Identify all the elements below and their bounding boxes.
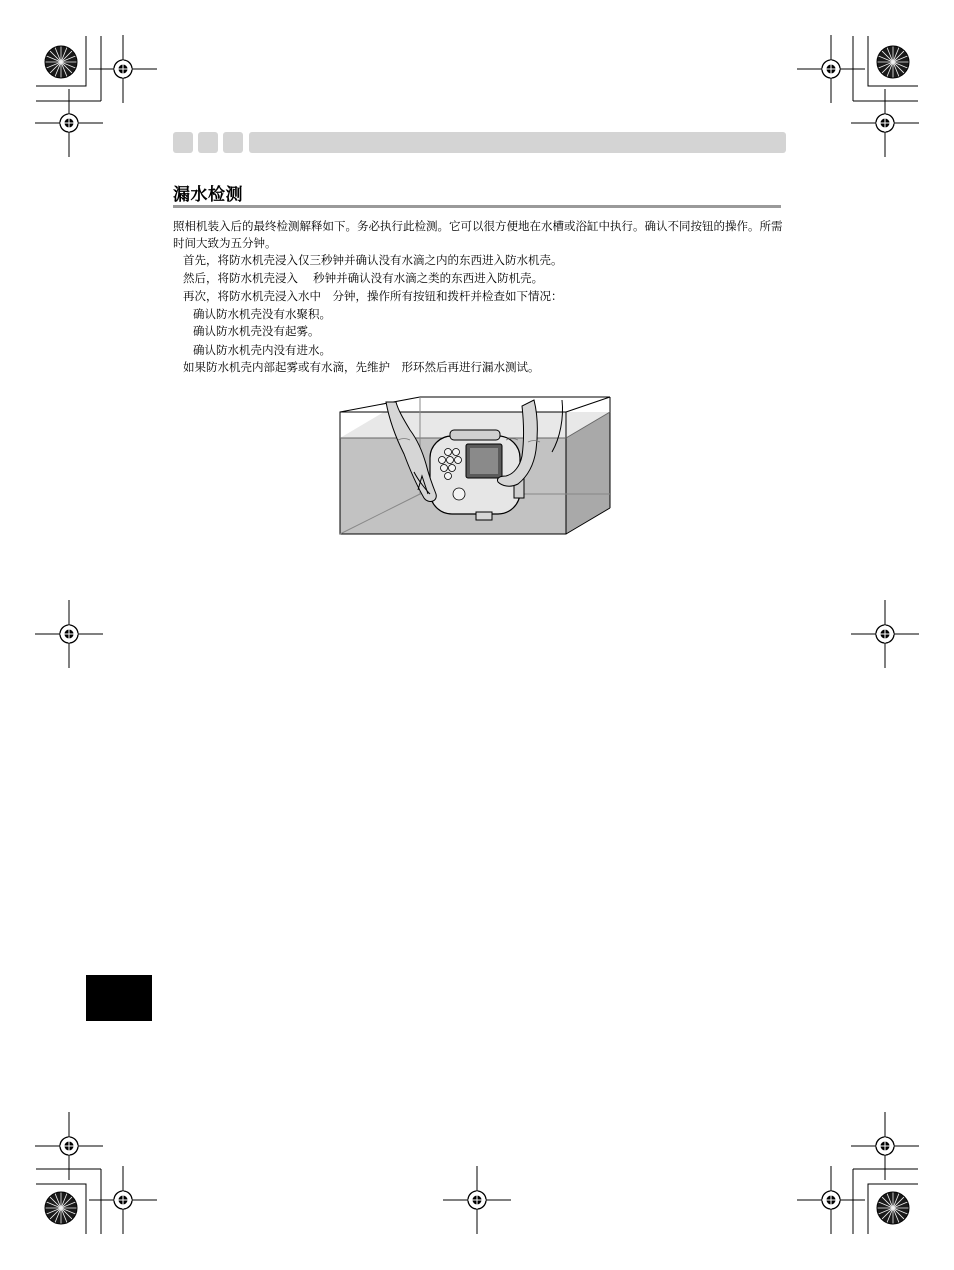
header-box-3 [223,132,243,153]
title-underline [173,205,781,208]
check-3: 确认防水机壳内没有进水。 [193,343,331,357]
header-box-1 [173,132,193,153]
check-1: 确认防水机壳没有水聚积。 [193,307,331,321]
header-bar-long [249,132,786,153]
intro-paragraph: 照相机装入后的最终检测解释如下。务必执行此检测。它可以很方便地在水槽或浴缸中执行。确认不同按钮的操作。所需时间大致为五分钟。 [173,219,783,250]
step-1: 首先，将防水机壳浸入仅三秒钟并确认没有水滴之内的东西进入防水机壳。 [183,253,563,267]
chapter-thumb-tab [86,975,152,1021]
step-3: 再次，将防水机壳浸入水中 分钟，操作所有按钮和拨杆并检查如下情况： [183,289,563,303]
leak-test-illustration-icon [338,394,614,538]
page-title: 漏水检测 [173,185,243,205]
check-2: 确认防水机壳没有起雾。 [193,324,320,338]
header-box-2 [198,132,218,153]
step-2: 然后，将防水机壳浸入 秒钟并确认没有水滴之类的东西进入防机壳。 [183,271,544,285]
remedy-note: 如果防水机壳内部起雾或有水滴，先维护 形环然后再进行漏水测试。 [183,360,540,374]
